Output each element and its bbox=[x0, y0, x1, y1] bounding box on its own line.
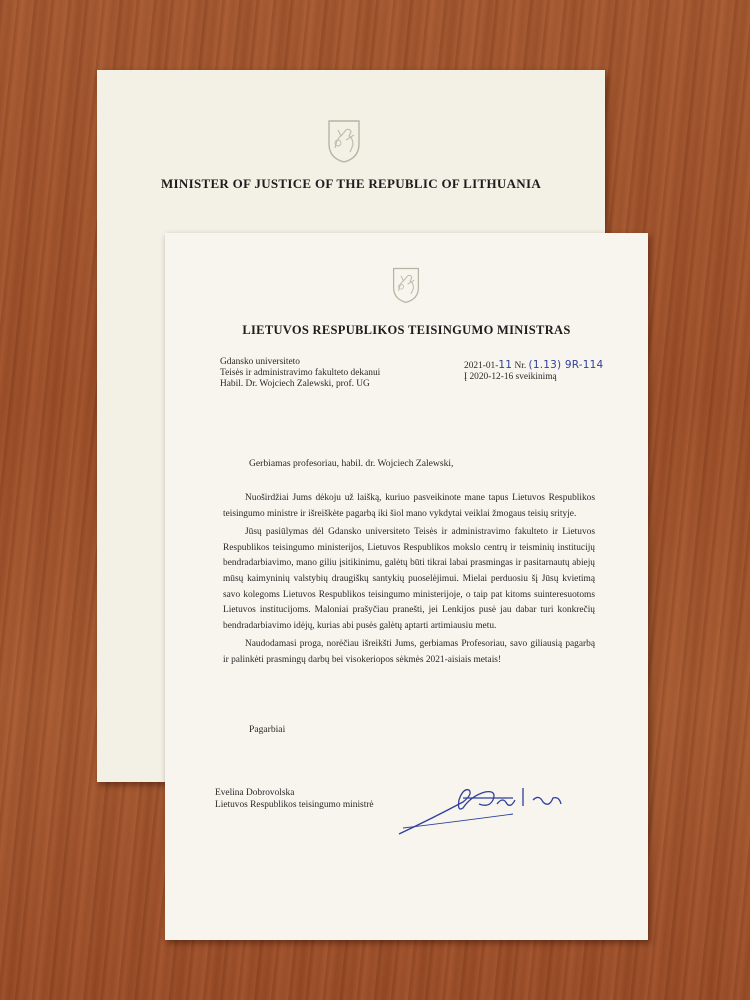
recipient-line: Gdansko universiteto bbox=[220, 357, 300, 367]
coat-of-arms-icon bbox=[326, 118, 362, 164]
signer-name: Evelina Dobrovolska bbox=[215, 788, 295, 798]
signer-block bbox=[215, 787, 374, 811]
number-handwritten: (1.13) 9R-114 bbox=[528, 359, 604, 371]
letter-body bbox=[223, 491, 595, 672]
reference-block bbox=[464, 360, 634, 383]
front-letter-sheet bbox=[165, 233, 648, 940]
number-label: Nr. bbox=[512, 361, 529, 371]
recipient-line: Habil. Dr. Wojciech Zalewski, prof. UG bbox=[220, 379, 370, 389]
greeting: Gerbiamas profesoriau, habil. dr. Wojciech Zalewski, bbox=[249, 458, 454, 469]
signer-title: Lietuvos Respublikos teisingumo ministrė bbox=[215, 800, 374, 810]
back-letter-heading: MINISTER OF JUSTICE OF THE REPUBLIC OF LITHUANIA bbox=[160, 176, 542, 191]
coat-of-arms-icon bbox=[391, 266, 421, 304]
reply-reference: Į 2020-12-16 sveikinimą bbox=[464, 372, 557, 382]
handwritten-signature bbox=[393, 778, 583, 838]
body-paragraph: Jūsų pasiūlymas dėl Gdansko universiteto Teisės ir administravimo fakulteto ir Lietuvos Respublikos teisingumo ministerijos, Lietuvos Respublikos mokslo centrų ir teisminių institucijų bendradarbiavimo, mano giliu įsitikinimu, galėtų būti tikrai labai prasmingas ir pasitarnautų abiejų mūsų kaimyninių valstybių draugiškų santykių puoselėjimui. Mielai perduosiu šį Jūsų kvietimą savo kolegoms Lietuvos Respublikos teisingumo ministerijoje, o taip pat kitoms suinteresuotoms Lietuvos institucijoms. Maloniai prašyčiau pranešti, jei Lenkijos pusė jau dabar turi konkrečių bendradarbiavimo idėjų, kurias abi pusės galėtų aptarti artimiausiu metu. bbox=[223, 527, 595, 631]
date-prefix: 2021-01- bbox=[464, 361, 499, 371]
closing: Pagarbiai bbox=[249, 724, 286, 735]
recipient-address bbox=[220, 357, 380, 390]
body-paragraph: Naudodamasi proga, norėčiau išreikšti Jums, gerbiamas Profesoriau, savo giliausią pagarbą ir palinkėti prasmingų darbų bei visokeriopos sėkmės 2021-aisiais metais! bbox=[223, 639, 595, 665]
recipient-line: Teisės ir administravimo fakulteto dekanui bbox=[220, 368, 381, 378]
date-day-handwritten: 11 bbox=[498, 359, 513, 371]
letter-heading: LIETUVOS RESPUBLIKOS TEISINGUMO MINISTRAS bbox=[242, 323, 571, 337]
body-paragraph: Nuoširdžiai Jums dėkoju už laišką, kuriuo pasveikinote mane tapus Lietuvos Respublikos teisingumo ministre ir išreiškėte pagarbą iki šiol mano vykdytai veiklai žmogaus teisių srityje. bbox=[223, 493, 595, 519]
date-and-number bbox=[464, 360, 634, 372]
